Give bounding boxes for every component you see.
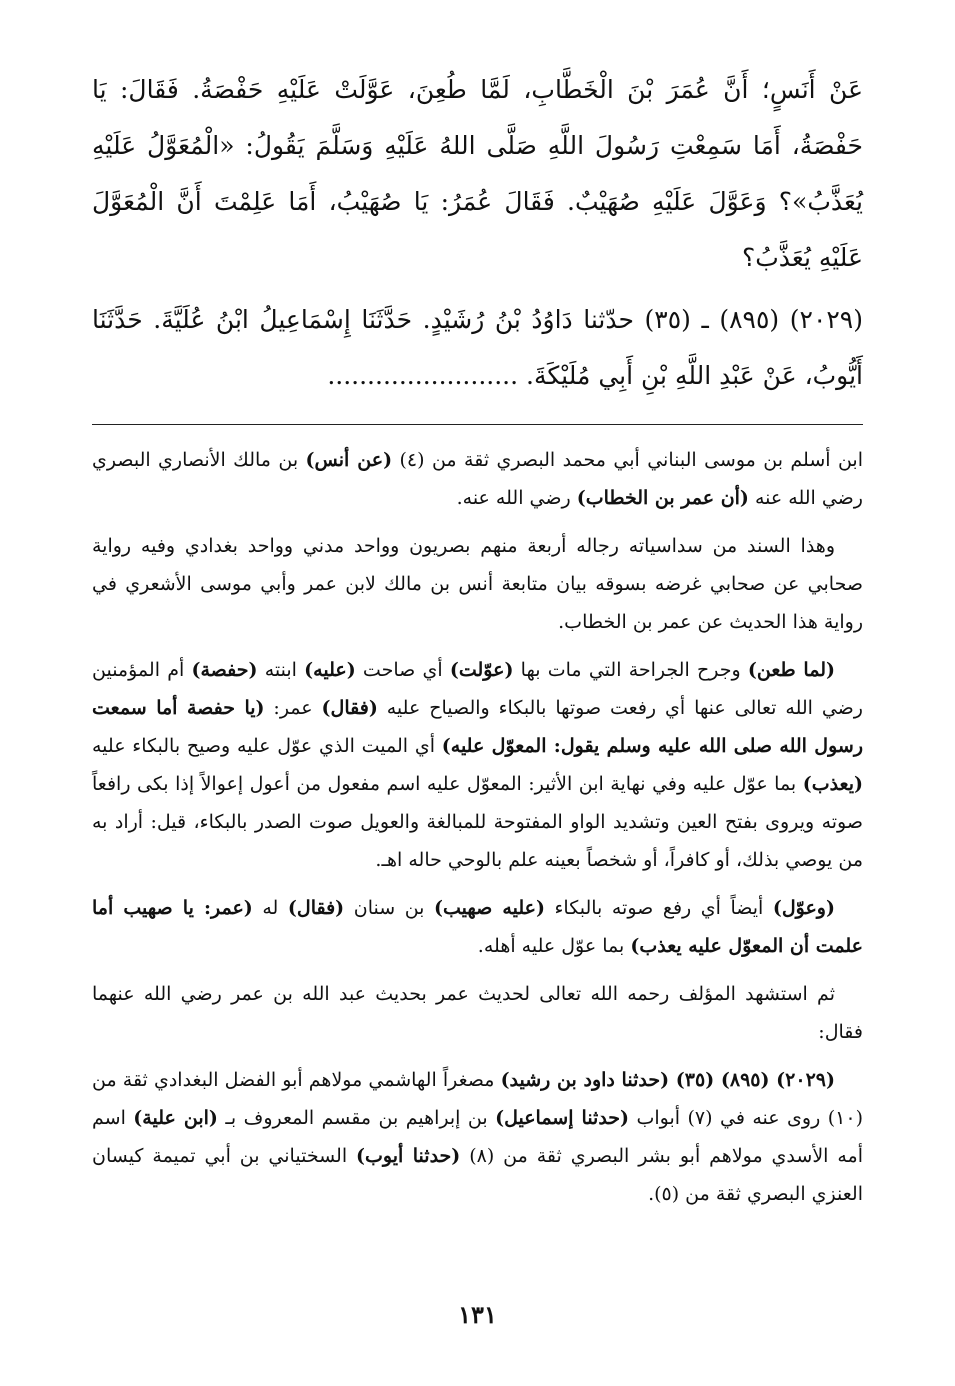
commentary-text: بن سنان: [344, 897, 434, 919]
commentary-text: ابن أسلم بن موسى البناني أبي محمد البصري ثقة من (٤): [392, 449, 863, 471]
commentary-text: وجرح الجراحة التي مات بها: [513, 659, 748, 681]
commentary-paragraph: [92, 527, 863, 641]
page-number: ١٣١: [458, 1300, 497, 1329]
commentary-keyword: (أن عمر بن الخطاب): [576, 487, 749, 509]
commentary-paragraph: [92, 889, 863, 965]
commentary-keyword: (عمر: يا صهيب أما علمت أن المعوّل عليه يعذب): [92, 897, 863, 957]
hadith-isnad-paragraph: [92, 292, 863, 404]
commentary-keyword: (حفصة): [191, 659, 258, 681]
commentary-keyword: (وعوّل): [772, 897, 835, 919]
hadith-isnad-text: (٢٠٢٩) (٨٩٥) ـ (٣٥) حدّثنا دَاوُدُ بْنُ رُشَيْدٍ. حَدَّثَنَا إِسْمَاعِيلُ ابْنُ عُلَيَّةَ. حَدَّثَنَا أَيُّوبُ، عَنْ عَبْدِ اللَّهِ بْنِ أَبِي مُلَيْكَةَ.: [92, 305, 863, 390]
commentary-text: أم المؤمنين رضي الله تعالى عنها أي رفعت صوتها بالبكاء والصياح عليه: [92, 659, 863, 719]
commentary-keyword: (يعذب): [802, 773, 863, 795]
commentary-text: أي صاحت: [355, 659, 450, 681]
commentary-keyword: (عن أنس): [305, 449, 393, 471]
commentary-paragraph: [92, 651, 863, 879]
commentary-paragraph: [92, 1061, 863, 1213]
commentary-text: عمر:: [264, 697, 322, 719]
commentary-keyword: (حدثنا أيوب): [356, 1145, 461, 1167]
commentary-paragraph: [92, 441, 863, 517]
hadith-text: [92, 62, 863, 404]
commentary-keyword: (يا حفصة أما سمعت رسول الله صلى الله عليه وسلم يقول: المعوّل عليه): [92, 697, 863, 757]
commentary-text: بما عوّل عليه أهله.: [477, 935, 631, 957]
commentary-keyword: (حدثنا إسماعيل): [495, 1107, 630, 1129]
commentary-keyword: (فقال): [321, 697, 378, 719]
commentary-keyword: (عليه): [304, 659, 356, 681]
commentary-text: رضي الله عنه.: [456, 487, 577, 509]
commentary-text: بما عوّل عليه وفي نهاية ابن الأثير: المعوّل عليه اسم مفعول من أعول إعوالاً إذا بكى رافعاً صوته ويروى بفتح العين وتشديد الواو المفتوحة للمبالغة والعويل صوت الصدر بالبكاء، قيل: أراد به من يوصي بذلك، أو كافراً، أو شخصاً بعينه علم بالوحي حاله اهـ.: [92, 773, 863, 871]
hadith-paragraph: عَنْ أَنَسٍ؛ أَنَّ عُمَرَ بْنَ الْخَطَّابِ، لَمَّا طُعِنَ، عَوَّلَتْ عَلَيْهِ حَفْصَةُ. فَقَالَ: يَا حَفْصَةُ، أَمَا سَمِعْتِ رَسُولَ اللَّهِ صَلَّى اللهُ عَلَيْهِ وَسَلَّمَ يَقُولُ: «الْمُعَوَّلُ عَلَيْهِ يُعَذَّبُ»؟ وَعَوَّلَ عَلَيْهِ صُهَيْبٌ. فَقَالَ عُمَرُ: يَا صُهَيْبُ، أَمَا عَلِمْتَ أَنَّ الْمُعَوَّلَ عَلَيْهِ يُعَذَّبُ؟: [92, 75, 863, 272]
commentary-keyword: (عوّلت): [449, 659, 514, 681]
commentary-text: وهذا السند من سداسياته رجاله أربعة منهم بصريون وواحد مدني وواحد بغدادي وفيه رواية صحابي عن صحابي غرضه بسوقه بيان متابعة أنس بن مالك لابن عمر وأبي موسى الأشعري في رواية هذا الحديث عن عمر بن الخطاب.: [92, 535, 863, 633]
commentary-keyword: (فقال): [287, 897, 345, 919]
commentary-text: بن إبراهيم بن مقسم المعروف بـ: [217, 1107, 496, 1129]
commentary-text: السختياني بن أبي تميمة كيسان العنزي البصري ثقة من (٥).: [92, 1145, 863, 1205]
commentary-keyword: (لما طعن): [747, 659, 835, 681]
commentary-keyword: (ابن علية): [133, 1107, 218, 1129]
commentary-section: [92, 441, 863, 1213]
commentary-keyword: (٢٠٢٩) (٨٩٥) (٣٥) (حدثنا داود بن رشيد): [500, 1069, 835, 1091]
commentary-text: ثم استشهد المؤلف رحمه الله تعالى لحديث عمر بحديث عبد الله بن عمر رضي الله عنهما فقال:: [92, 983, 863, 1043]
ellipsis-dots: ........................: [327, 361, 519, 390]
commentary-text: ابنته: [257, 659, 305, 681]
commentary-text: اسم أمه الأسدي مولاهم أبو بشر البصري ثقة من (٨): [92, 1107, 863, 1167]
commentary-text: مصغراً الهاشمي مولاهم أبو الفضل البغدادي ثقة من (١٠) روى عنه في (٧) أبواب: [92, 1069, 863, 1129]
commentary-text: أيضاً أي رفع صوته بالبكاء: [544, 897, 773, 919]
footnote-divider: [92, 424, 863, 425]
commentary-keyword: (عليه صهيب): [434, 897, 545, 919]
commentary-text: له: [252, 897, 288, 919]
commentary-paragraph: [92, 975, 863, 1051]
commentary-text: أي الميت الذي عوّل عليه وصيح بالبكاء عليه: [92, 735, 442, 757]
commentary-text: بن مالك الأنصاري البصري رضي الله عنه: [92, 449, 863, 509]
